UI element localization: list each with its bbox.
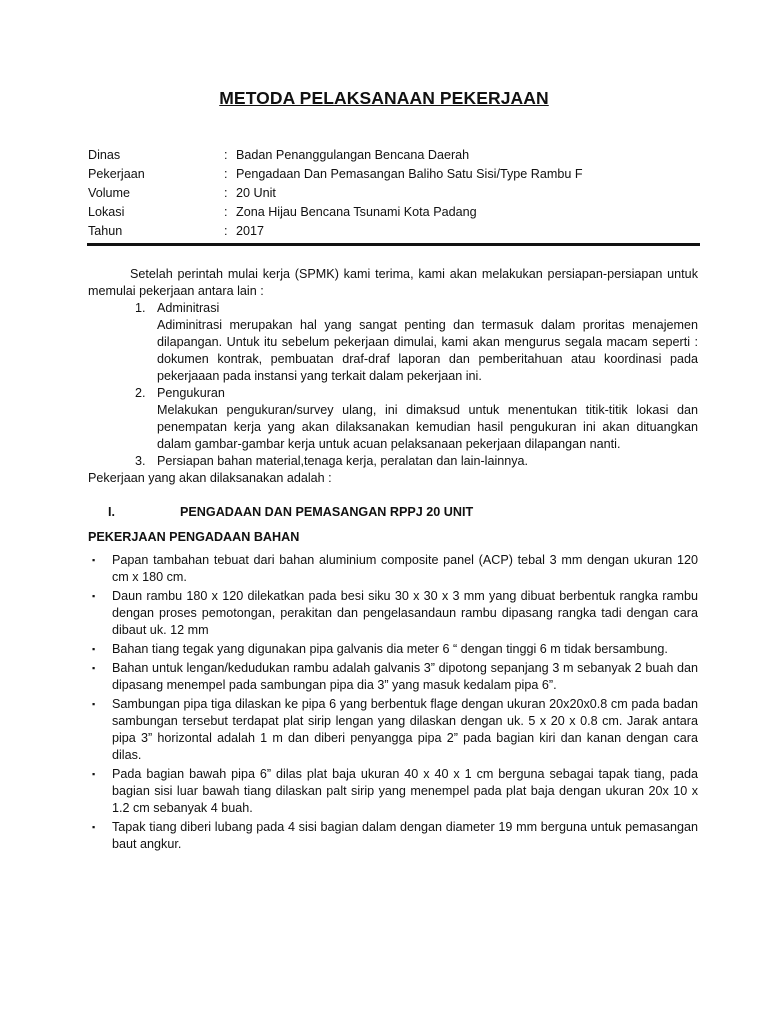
subheading: PEKERJAAN PENGADAAN BAHAN [88, 530, 300, 544]
info-label: Tahun [88, 224, 123, 238]
list-item [92, 588, 698, 639]
document-title: METODA PELAKSANAAN PEKERJAAN [219, 88, 549, 108]
numbered-item [135, 300, 698, 385]
item-title: Pengukuran [157, 386, 225, 400]
bullet-icon: ▪ [92, 822, 96, 832]
list-item-text: Bahan untuk lengan/kedudukan rambu adalah galvanis 3” dipotong sepanjang 3 m sebanyak 2 buah dan dipasang menempel pada sambungan pipa dia 3” yang masuk kedalam pipa 6”. [112, 661, 698, 692]
info-label: Volume [88, 186, 131, 200]
info-colon: : [224, 205, 228, 219]
info-row-volume [88, 184, 583, 203]
info-value: Badan Penanggulangan Bencana Daerah [236, 148, 470, 162]
info-label: Dinas [88, 148, 121, 162]
section-heading [88, 504, 698, 521]
info-row-dinas [88, 146, 583, 165]
document-body [88, 266, 698, 855]
info-value: Zona Hijau Bencana Tsunami Kota Padang [236, 205, 477, 219]
item-title: Persiapan bahan material,tenaga kerja, peralatan dan lain-lainnya. [157, 454, 529, 468]
numbered-item [135, 385, 698, 453]
item-number: 1. [135, 301, 146, 315]
info-value: Pengadaan Dan Pemasangan Baliho Satu Sisi/Type Rambu F [236, 167, 583, 181]
followup-text: Pekerjaan yang akan dilaksanakan adalah : [88, 471, 332, 485]
project-info-table [88, 146, 583, 241]
info-colon: : [224, 224, 228, 238]
list-item [92, 696, 698, 764]
info-value: 2017 [236, 224, 265, 238]
info-colon: : [224, 186, 228, 200]
info-label: Pekerjaan [88, 167, 145, 181]
info-colon: : [224, 167, 228, 181]
info-value: 20 Unit [236, 186, 276, 200]
item-number: 3. [135, 454, 146, 468]
item-text: Adiminitrasi merupakan hal yang sangat penting dan termasuk dalam proritas menajemen dilapangan. Untuk itu sebelum pekerjaan dimulai, kami akan mengurus segala macam seperti : dokumen kontrak, pembuatan draf-draf laporan dan pemberitahuan atau koordinasi pada pekerjaaan pada instansi yang terkait dalam pekerjaan ini. [157, 318, 698, 383]
list-item [92, 552, 698, 586]
list-item-text: Pada bagian bawah pipa 6” dilas plat baja ukuran 40 x 40 x 1 cm berguna sebagai tapak tiang, pada bagian sisi luar bawah tiang dilaskan palt sirip yang menempel pada plat baja dengan ukuran 20x 10 x 1.2 cm sebanyak 4 buah. [112, 767, 698, 815]
list-item [92, 641, 698, 658]
list-item-text: Tapak tiang diberi lubang pada 4 sisi bagian dalam dengan diameter 19 mm berguna untuk pemasangan baut angkur. [112, 820, 698, 851]
bullet-icon: ▪ [92, 769, 96, 779]
list-item [92, 819, 698, 853]
item-text: Melakukan pengukuran/survey ulang, ini dimaksud untuk menentukan titik-titik lokasi dan penempatan kerja yang akan dilaksanakan kemudian hasil pengukuran ini akan dituangkan dalam gambar-gambar kerja untuk acuan pelaksanaan pekerjaan dilapangan nanti. [157, 403, 698, 451]
numbered-item [135, 453, 698, 470]
bullet-icon: ▪ [92, 663, 96, 673]
info-row-lokasi [88, 203, 583, 222]
item-title: Adminitrasi [157, 301, 220, 315]
section-number: I. [108, 505, 115, 519]
list-item-text: Bahan tiang tegak yang digunakan pipa galvanis dia meter 6 “ dengan tinggi 6 m tidak bersambung. [112, 642, 668, 656]
list-item-text: Sambungan pipa tiga dilaskan ke pipa 6 yang berbentuk flage dengan ukuran 20x20x0.8 cm pada badan sambungan tersebut terdapat plat sirip lengan yang dilaskan dengan uk. 5 x 20 x 0.8 cm. Jarak antara pipa 3” horizontal adalah 1 m dan diberi penyangga pipa 2” pada bagian kiri dan kanan dengan cara dilas. [112, 697, 698, 762]
info-row-tahun [88, 222, 583, 241]
list-item [92, 660, 698, 694]
bullet-icon: ▪ [92, 644, 96, 654]
bullet-icon: ▪ [92, 555, 96, 565]
info-label: Lokasi [88, 205, 125, 219]
info-colon: : [224, 148, 228, 162]
horizontal-divider [87, 243, 700, 246]
list-item-text: Papan tambahan tebuat dari bahan aluminium composite panel (ACP) tebal 3 mm dengan ukuran 120 cm x 180 cm. [112, 553, 698, 584]
bullet-list [88, 552, 698, 853]
item-number: 2. [135, 386, 146, 400]
list-item [92, 766, 698, 817]
bullet-icon: ▪ [92, 591, 96, 601]
info-row-pekerjaan [88, 165, 583, 184]
list-item-text: Daun rambu 180 x 120 dilekatkan pada besi siku 30 x 30 x 3 mm yang dibuat berbentuk rangka rambu dengan proses pemotongan, perakitan dan pengelasandaun rambu dipasang rangka tadi dengan cara dibaut uk. 12 mm [112, 589, 698, 637]
bullet-icon: ▪ [92, 699, 96, 709]
intro-paragraph: Setelah perintah mulai kerja (SPMK) kami terima, kami akan melakukan persiapan-persiapan untuk memulai pekerjaan antara lain : [88, 267, 698, 298]
section-title: PENGADAAN DAN PEMASANGAN RPPJ 20 UNIT [180, 505, 474, 519]
